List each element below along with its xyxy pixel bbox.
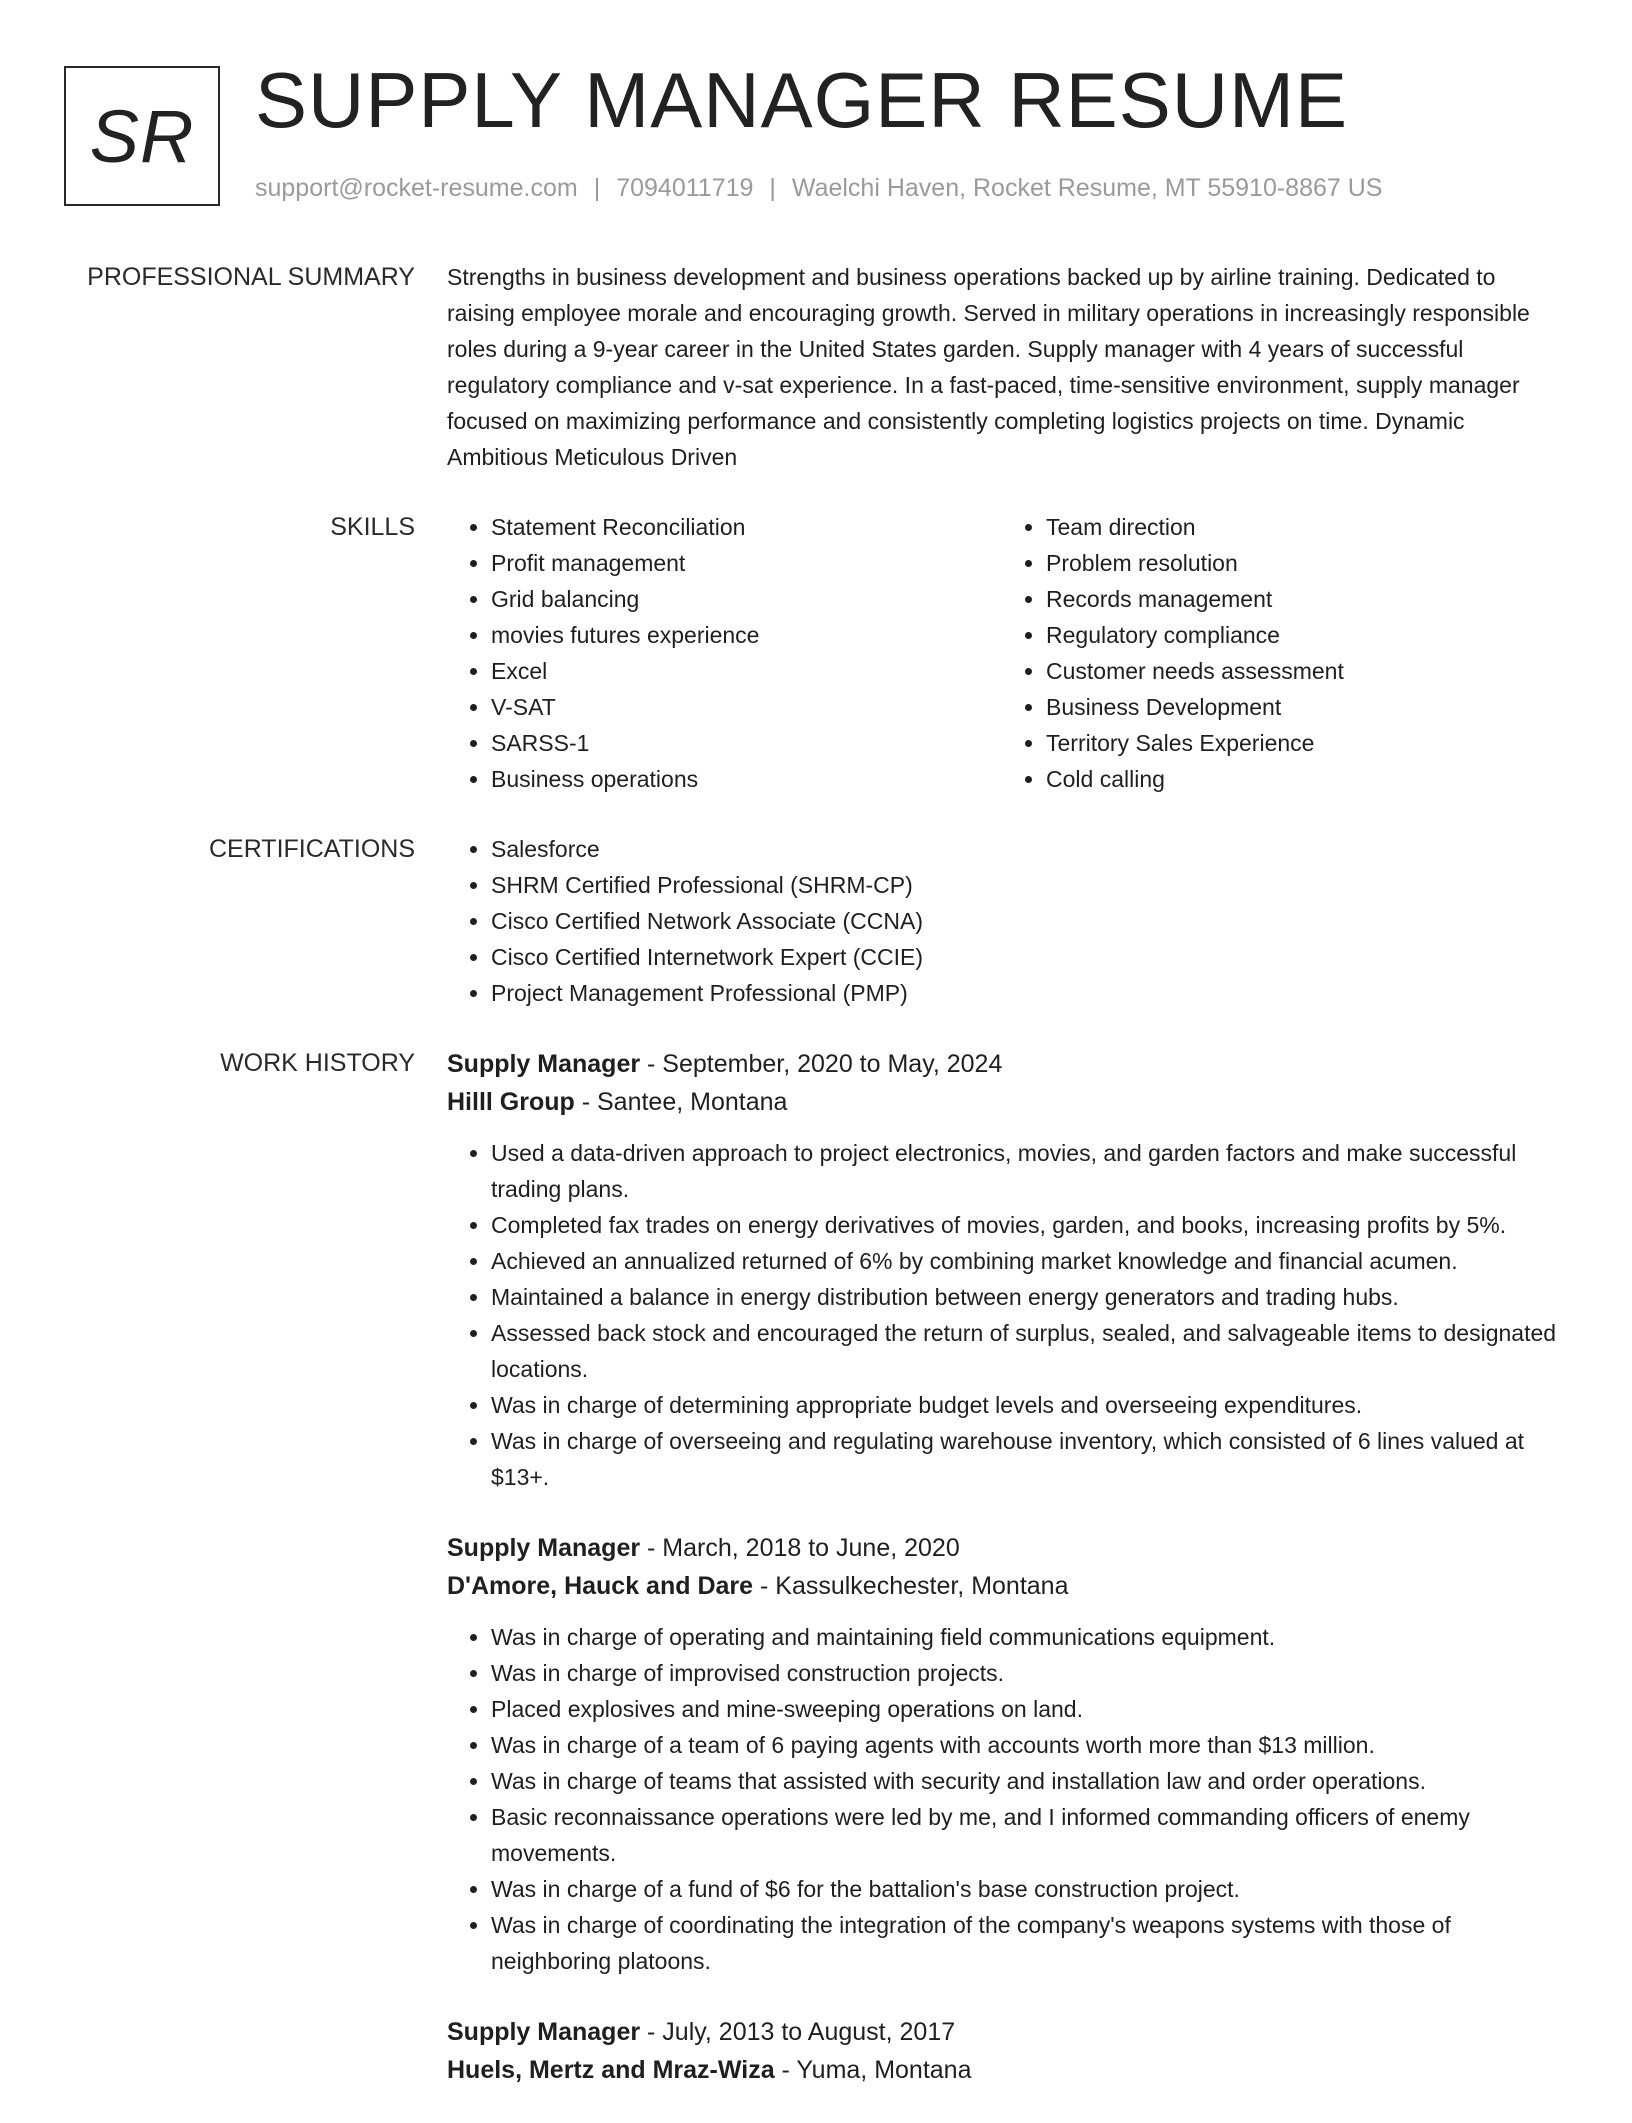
skill-item: • Business Development bbox=[1046, 689, 1557, 725]
certification-item: • Cisco Certified Network Associate (CCNA) bbox=[491, 903, 1557, 939]
monogram-initials: SR bbox=[89, 94, 195, 178]
skills-columns bbox=[447, 509, 1557, 797]
job-company: Huels, Mertz and Mraz-Wiza bbox=[447, 2056, 775, 2084]
contact-separator: | bbox=[593, 174, 601, 202]
skill-item: • SARSS-1 bbox=[491, 725, 1002, 761]
certification-item: • Salesforce bbox=[491, 831, 1557, 867]
job-dates: - March, 2018 to June, 2020 bbox=[640, 1534, 960, 1562]
job-bullets bbox=[447, 1135, 1557, 1495]
summary-text: Strengths in business development and business operations backed up by airline training. Dedicated to raising employee morale and encouraging growth. Served in military operations in increasingly responsible roles during a 9-year career in the United States garden. Supply manager with 4 years of successful regulatory compliance and v-sat experience. In a fast-paced, time-sensitive environment, supply manager focused on maximizing performance and consistently completing logistics projects on time. Dynamic Ambitious Meticulous Driven bbox=[447, 264, 1530, 470]
certification-item: • Cisco Certified Internetwork Expert (CCIE) bbox=[491, 939, 1557, 975]
job-entry bbox=[447, 1529, 1557, 1979]
skill-item: • Regulatory compliance bbox=[1046, 617, 1557, 653]
job-bullet: • Was in charge of teams that assisted with security and installation law and order operations. bbox=[491, 1763, 1557, 1799]
job-bullet: • Was in charge of a team of 6 paying agents with accounts worth more than $13 million. bbox=[491, 1727, 1557, 1763]
job-bullet: • Placed explosives and mine-sweeping operations on land. bbox=[491, 1691, 1557, 1727]
contact-line bbox=[255, 174, 1382, 203]
skill-item: • Profit management bbox=[491, 545, 1002, 581]
section-label-work: WORK HISTORY bbox=[220, 1049, 415, 1077]
job-bullet: • Was in charge of improvised construction projects. bbox=[491, 1655, 1557, 1691]
job-bullet: • Completed fax trades on energy derivatives of movies, garden, and books, increasing profits by 5%. bbox=[491, 1207, 1557, 1243]
job-bullet: • Used a data-driven approach to project electronics, movies, and garden factors and make successful trading plans. bbox=[491, 1135, 1557, 1207]
job-bullet: • Maintained a balance in energy distribution between energy generators and trading hubs. bbox=[491, 1279, 1557, 1315]
work-history-body bbox=[447, 1045, 1557, 2123]
job-bullet: • Was in charge of determining appropriate budget levels and overseeing expenditures. bbox=[491, 1387, 1557, 1423]
job-title: Supply Manager bbox=[447, 1050, 641, 1078]
job-bullet: • Achieved an annualized returned of 6% by combining market knowledge and financial acumen. bbox=[491, 1243, 1557, 1279]
skill-item: • Team direction bbox=[1046, 509, 1557, 545]
skill-item: • Territory Sales Experience bbox=[1046, 725, 1557, 761]
job-bullet: • Basic reconnaissance operations were led by me, and I informed commanding officers of enemy movements. bbox=[491, 1799, 1557, 1871]
job-title-line bbox=[447, 1529, 1557, 1567]
contact-address: Waelchi Haven, Rocket Resume, MT 55910-8867 US bbox=[791, 174, 1383, 202]
job-title-line bbox=[447, 2013, 1557, 2051]
job-bullet: • Was in charge of overseeing and regulating warehouse inventory, which consisted of 6 lines valued at $13+. bbox=[491, 1423, 1557, 1495]
job-company: D'Amore, Hauck and Dare bbox=[447, 1572, 754, 1600]
skill-item: • movies futures experience bbox=[491, 617, 1002, 653]
certification-item: • Project Management Professional (PMP) bbox=[491, 975, 1557, 1011]
job-title: Supply Manager bbox=[447, 1534, 641, 1562]
job-title-line bbox=[447, 1045, 1557, 1083]
skill-item: • Excel bbox=[491, 653, 1002, 689]
skill-item: • Cold calling bbox=[1046, 761, 1557, 797]
job-company-line bbox=[447, 1083, 1557, 1121]
job-company-line bbox=[447, 1567, 1557, 1605]
job-dates: - September, 2020 to May, 2024 bbox=[640, 1050, 1003, 1078]
certifications-list bbox=[447, 831, 1557, 1011]
skill-item: • Records management bbox=[1046, 581, 1557, 617]
monogram-box bbox=[64, 66, 220, 206]
job-bullet: • Was in charge of coordinating the integration of the company's weapons systems with those of neighboring platoons. bbox=[491, 1907, 1557, 1979]
job-company: Hilll Group bbox=[447, 1088, 575, 1116]
contact-phone: 7094011719 bbox=[616, 174, 754, 202]
job-location: - Yuma, Montana bbox=[774, 2056, 972, 2084]
skills-list-left bbox=[447, 509, 1002, 797]
job-company-line bbox=[447, 2051, 1557, 2089]
job-entry bbox=[447, 2013, 1557, 2089]
job-bullets bbox=[447, 1619, 1557, 1979]
job-location: - Kassulkechester, Montana bbox=[753, 1572, 1069, 1600]
job-bullet: • Was in charge of operating and maintaining field communications equipment. bbox=[491, 1619, 1557, 1655]
skills-list-right bbox=[1002, 509, 1557, 797]
section-label-summary: PROFESSIONAL SUMMARY bbox=[87, 263, 415, 291]
skill-item: • Customer needs assessment bbox=[1046, 653, 1557, 689]
job-bullet: • Assessed back stock and encouraged the return of surplus, sealed, and salvageable items to designated locations. bbox=[491, 1315, 1557, 1387]
job-entry bbox=[447, 1045, 1557, 1495]
contact-separator: | bbox=[769, 174, 776, 202]
contact-email: support@rocket-resume.com bbox=[255, 174, 578, 202]
certifications-body bbox=[447, 831, 1557, 1011]
resume-title: SUPPLY MANAGER RESUME bbox=[255, 56, 1349, 144]
skill-item: • Business operations bbox=[491, 761, 1002, 797]
skill-item: • V-SAT bbox=[491, 689, 1002, 725]
skill-item: • Statement Reconciliation bbox=[491, 509, 1002, 545]
job-bullet: • Was in charge of a fund of $6 for the battalion's base construction project. bbox=[491, 1871, 1557, 1907]
job-location: - Santee, Montana bbox=[574, 1088, 788, 1116]
certification-item: • SHRM Certified Professional (SHRM-CP) bbox=[491, 867, 1557, 903]
section-label-skills: SKILLS bbox=[330, 513, 415, 541]
skill-item: • Grid balancing bbox=[491, 581, 1002, 617]
skill-item: • Problem resolution bbox=[1046, 545, 1557, 581]
job-dates: - July, 2013 to August, 2017 bbox=[640, 2018, 956, 2046]
section-label-certifications: CERTIFICATIONS bbox=[208, 835, 415, 863]
job-title: Supply Manager bbox=[447, 2018, 641, 2046]
